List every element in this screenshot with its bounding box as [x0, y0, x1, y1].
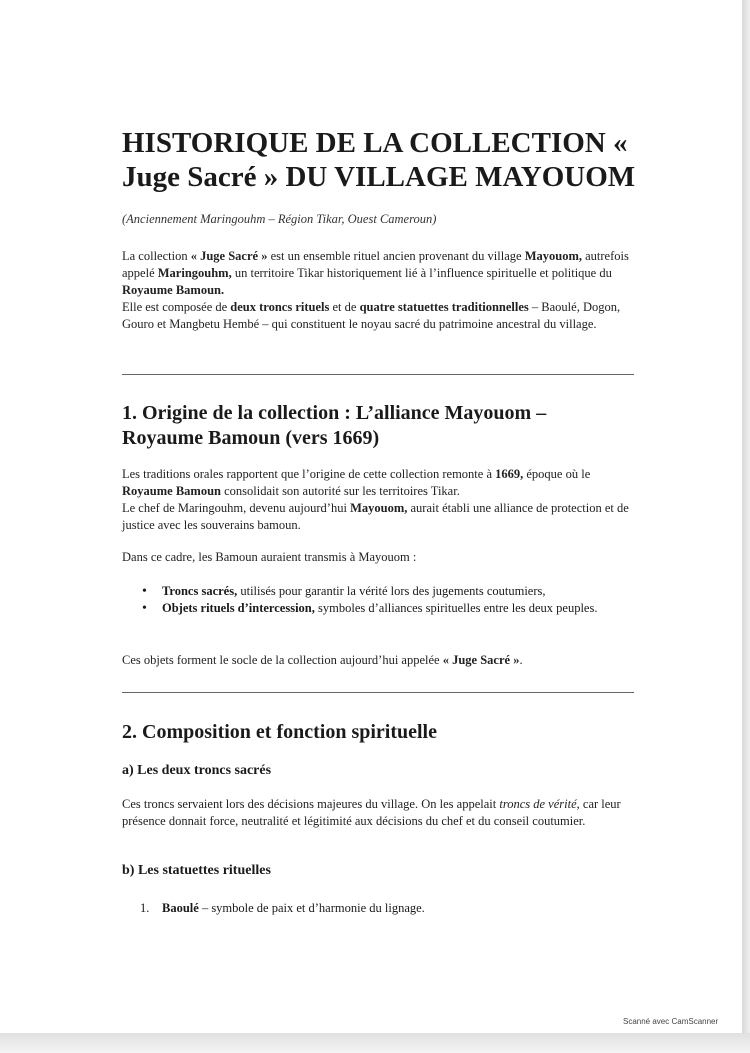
section-2-heading: 2. Composition et fonction spirituelle	[122, 721, 437, 743]
subsection-b-heading: b) Les statuettes rituelles	[122, 863, 271, 878]
page-shadow-bottom	[0, 1033, 750, 1053]
numbered-item: 1. Baoulé – symbole de paix et d’harmonie du lignage.	[140, 901, 425, 915]
section-divider	[122, 692, 634, 693]
page-shadow-right	[742, 0, 750, 1053]
intro-paragraph: La collection « Juge Sacré » est un ensemble rituel ancien provenant du village Mayouom, autrefois appelé Maringouhm, un territoire Tikar historiquement lié à l’influence spirituelle et politique du Royaume Bamoun. Elle est composée de deux troncs rituels et de quatre statuettes traditionnelles – Baoulé, Dogon, Gouro et Mangbetu Hembé – qui constituent le noyau sacré du patrimoine ancestral du village.	[122, 249, 629, 331]
camscanner-watermark: Scanné avec CamScanner	[623, 1017, 719, 1026]
list-item: • Objets rituels d’intercession, symboles d’alliances spirituelles entre les deux peuples.	[140, 600, 620, 617]
document-subtitle: (Anciennement Maringouhm – Région Tikar, Ouest Cameroun)	[122, 212, 437, 226]
subsection-a-paragraph: Ces troncs servaient lors des décisions majeures du village. On les appelait troncs de vérité, car leur présence donnait force, neutralité et légitimité aux décisions du chef et du conseil coutumier.	[122, 797, 621, 828]
bold-mayouom: Mayouom,	[524, 249, 582, 263]
bold-juge-sacre: « Juge Sacré »	[190, 249, 268, 263]
bold-royaume-bamoun: Royaume Bamoun.	[122, 283, 225, 297]
section-1-intro-list: Dans ce cadre, les Bamoun auraient transmis à Mayouom :	[122, 550, 417, 564]
section-1-heading: 1. Origine de la collection : L’alliance Mayouom – Royaume Bamoun (vers 1669)	[122, 402, 547, 449]
bullet-list	[140, 583, 620, 617]
section-divider	[122, 374, 634, 375]
subsection-a-heading: a) Les deux troncs sacrés	[122, 763, 272, 778]
document-title	[122, 126, 682, 194]
title-line-2: Juge Sacré » DU VILLAGE MAYOUOM	[122, 161, 636, 193]
bold-deux-troncs: deux troncs rituels	[230, 300, 330, 314]
bold-maringouhm: Maringouhm,	[157, 266, 232, 280]
list-item: • Troncs sacrés, utilisés pour garantir la vérité lors des jugements coutumiers,	[140, 583, 620, 600]
section-1-conclusion: Ces objets forment le socle de la collection aujourd’hui appelée « Juge Sacré ».	[122, 653, 523, 667]
section-1-paragraph: Les traditions orales rapportent que l’origine de cette collection remonte à 1669, époque où le Royaume Bamoun consolidait son autorité sur les territoires Tikar. Le chef de Maringouhm, devenu aujourd’hui Mayouom, aurait établi une alliance de protection et de justice avec les souverains bamoun.	[122, 467, 629, 532]
bold-quatre-statuettes: quatre statuettes traditionnelles	[359, 300, 529, 314]
title-line-1: HISTORIQUE DE LA COLLECTION «	[122, 127, 628, 159]
